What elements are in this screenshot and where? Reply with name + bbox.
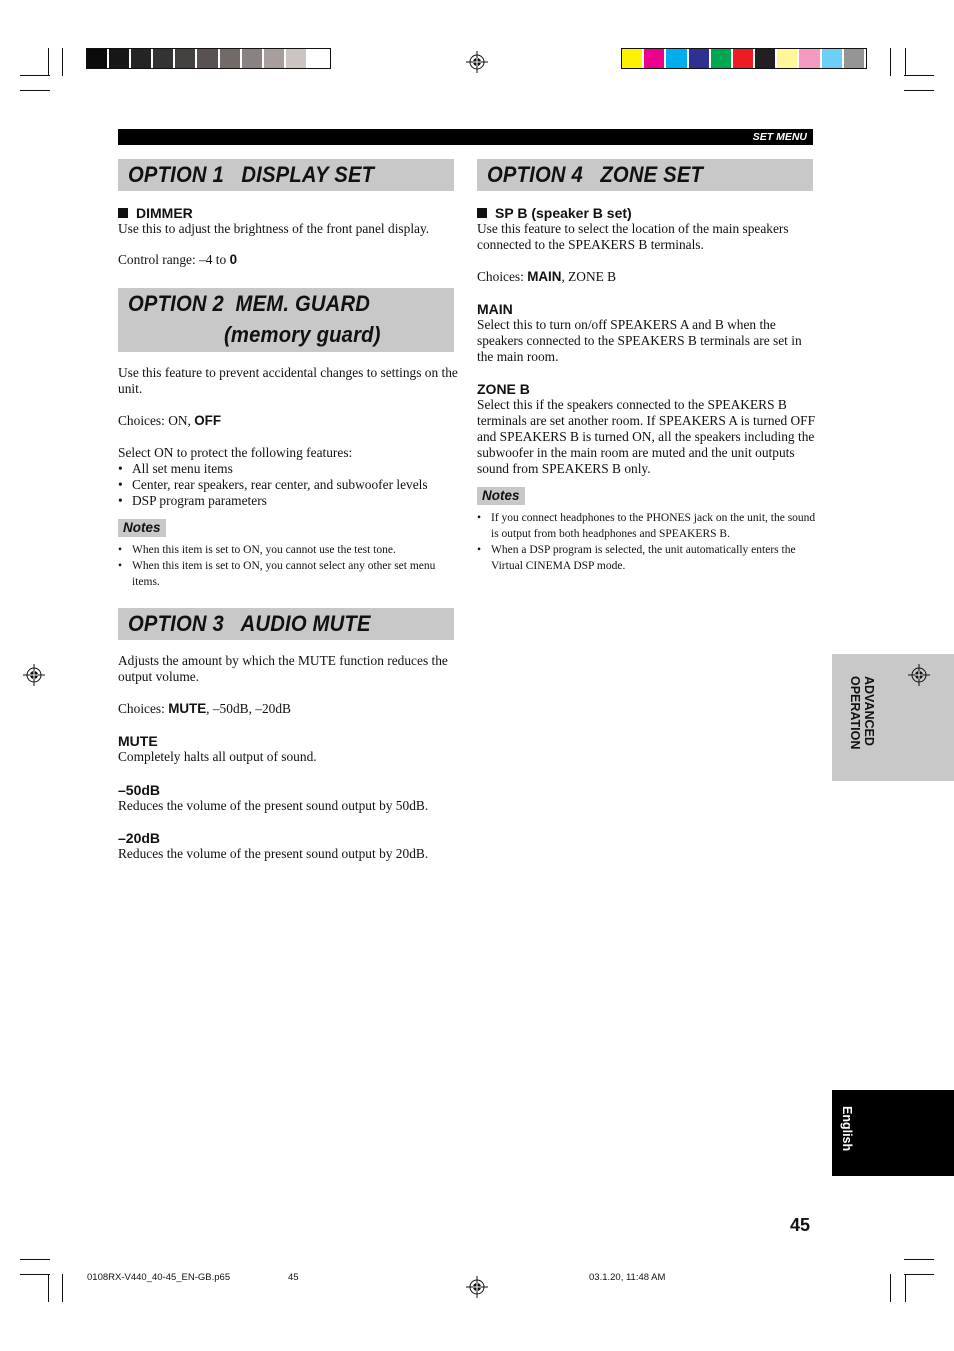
color-swatch bbox=[153, 49, 173, 68]
notes-badge: Notes bbox=[118, 519, 166, 537]
notes-badge: Notes bbox=[477, 487, 525, 505]
color-swatch bbox=[822, 49, 842, 68]
option2-heading bbox=[118, 288, 454, 352]
crop-mark bbox=[890, 1274, 891, 1302]
color-swatch bbox=[286, 49, 306, 68]
minus50db-label: –50dB bbox=[118, 782, 161, 798]
main-text: Select this to turn on/off SPEAKERS A and B when the speakers connected to the SPEAKERS B terminals are set in the main room. bbox=[477, 317, 802, 364]
option4-heading-text: OPTION 4 ZONE SET bbox=[487, 162, 704, 187]
color-swatch bbox=[733, 49, 753, 68]
note-item: • When this item is set to ON, you cannot use the test tone. bbox=[118, 542, 454, 558]
dimmer-range bbox=[118, 252, 458, 268]
choices-prefix: Choices: ON, bbox=[118, 413, 195, 428]
color-swatch bbox=[755, 49, 775, 68]
registration-mark-icon bbox=[466, 51, 488, 73]
crop-mark bbox=[48, 48, 49, 76]
color-swatch bbox=[109, 49, 129, 68]
crop-mark bbox=[20, 75, 50, 76]
color-swatch bbox=[197, 49, 217, 68]
option2-notes-list bbox=[118, 542, 454, 590]
choices-default: MUTE bbox=[168, 701, 207, 716]
spb-description: Use this feature to select the location of the main speakers connected to the SPEAKERS B terminals. bbox=[477, 221, 789, 252]
dimmer-description: Use this to adjust the brightness of the front panel display. bbox=[118, 221, 430, 236]
language-label: English bbox=[840, 1106, 854, 1152]
option4-choices bbox=[477, 269, 817, 285]
range-value: 0 bbox=[229, 252, 238, 267]
crop-mark bbox=[62, 1274, 63, 1302]
color-swatch bbox=[777, 49, 797, 68]
option2-choices bbox=[118, 413, 458, 429]
crop-mark bbox=[904, 1259, 934, 1260]
zoneb-label: ZONE B bbox=[477, 381, 530, 397]
section-label: SET MENU bbox=[752, 131, 807, 143]
color-swatch bbox=[644, 49, 664, 68]
dimmer-subheading bbox=[118, 205, 193, 221]
page-number: 45 bbox=[790, 1215, 811, 1235]
color-swatch bbox=[622, 49, 642, 68]
crop-mark bbox=[20, 1274, 50, 1275]
crop-mark bbox=[905, 1274, 906, 1302]
choices-rest: , –50dB, –20dB bbox=[206, 701, 291, 716]
footer-timestamp: 03.1.20, 11:48 AM bbox=[589, 1272, 666, 1283]
color-swatch bbox=[711, 49, 731, 68]
note-item: • If you connect headphones to the PHONES jack on the unit, the sound is output from both headphones and SPEAKERS B. bbox=[477, 510, 817, 542]
choices-default: MAIN bbox=[527, 269, 562, 284]
color-swatch bbox=[220, 49, 240, 68]
mute-label: MUTE bbox=[118, 733, 158, 749]
color-swatch bbox=[131, 49, 151, 68]
color-swatch bbox=[264, 49, 284, 68]
crop-mark bbox=[905, 48, 906, 76]
protected-features-list bbox=[118, 461, 458, 509]
color-swatch bbox=[308, 49, 328, 68]
minus50db-text: Reduces the volume of the present sound output by 50dB. bbox=[118, 798, 429, 813]
crop-mark bbox=[62, 48, 63, 76]
registration-mark-icon bbox=[908, 664, 930, 686]
advanced-operation-tab bbox=[832, 654, 954, 781]
language-tab bbox=[832, 1090, 954, 1176]
crop-mark bbox=[904, 75, 934, 76]
mute-text: Completely halts all output of sound. bbox=[118, 749, 317, 764]
list-item: • Center, rear speakers, rear center, and subwoofer levels bbox=[118, 477, 458, 493]
color-swatch bbox=[242, 49, 262, 68]
option2-heading-line1: OPTION 2 MEM. GUARD bbox=[128, 291, 371, 316]
option3-choices bbox=[118, 701, 458, 717]
zoneb-text: Select this if the speakers connected to the SPEAKERS B terminals are set another room. If SPEAKERS A is turned OFF and SPEAKERS B is turned ON, all the speakers including the subwoofer in the main room are muted and the unit outputs sound from SPEAKERS B only. bbox=[477, 397, 816, 476]
option3-description: Adjusts the amount by which the MUTE function reduces the output volume. bbox=[118, 653, 448, 684]
color-swatch bbox=[689, 49, 709, 68]
range-prefix: Control range: –4 to bbox=[118, 252, 230, 267]
list-item: • DSP program parameters bbox=[118, 493, 458, 509]
spb-subheading bbox=[477, 205, 632, 221]
square-bullet-icon bbox=[477, 208, 487, 218]
option3-heading-text: OPTION 3 AUDIO MUTE bbox=[128, 611, 371, 636]
crop-mark bbox=[904, 1274, 934, 1275]
footer-filename: 0108RX-V440_40-45_EN-GB.p65 bbox=[87, 1272, 231, 1283]
advanced-operation-label: ADVANCED OPERATION bbox=[848, 676, 876, 750]
list-item: • All set menu items bbox=[118, 461, 458, 477]
crop-mark bbox=[48, 1274, 49, 1302]
crop-mark bbox=[20, 1259, 50, 1260]
section-header-bar bbox=[118, 129, 813, 145]
option1-heading bbox=[118, 159, 454, 191]
square-bullet-icon bbox=[118, 208, 128, 218]
minus20db-label: –20dB bbox=[118, 830, 161, 846]
option2-description: Use this feature to prevent accidental changes to settings on the unit. bbox=[118, 365, 458, 396]
choices-rest: , ZONE B bbox=[561, 269, 617, 284]
process-color-bar bbox=[621, 48, 867, 69]
protect-intro: Select ON to protect the following features: bbox=[118, 445, 353, 460]
color-swatch bbox=[87, 49, 107, 68]
color-swatch bbox=[844, 49, 864, 68]
dimmer-label: DIMMER bbox=[136, 205, 193, 221]
choices-default: OFF bbox=[194, 413, 222, 428]
choices-prefix: Choices: bbox=[118, 701, 169, 716]
grayscale-color-bar bbox=[86, 48, 331, 69]
note-item: • When this item is set to ON, you cannot select any other set menu items. bbox=[118, 558, 454, 590]
option1-heading-text: OPTION 1 DISPLAY SET bbox=[128, 162, 375, 187]
crop-mark bbox=[904, 90, 934, 91]
spb-label: SP B (speaker B set) bbox=[495, 205, 632, 221]
crop-mark bbox=[890, 48, 891, 76]
main-label: MAIN bbox=[477, 301, 513, 317]
option3-heading bbox=[118, 608, 454, 640]
option4-notes-list bbox=[477, 510, 817, 574]
choices-prefix: Choices: bbox=[477, 269, 528, 284]
color-swatch bbox=[666, 49, 686, 68]
option2-heading-line2: (memory guard) bbox=[224, 322, 381, 347]
registration-mark-icon bbox=[466, 1276, 488, 1298]
registration-mark-icon bbox=[23, 664, 45, 686]
option4-heading bbox=[477, 159, 813, 191]
crop-mark bbox=[20, 90, 50, 91]
color-swatch bbox=[175, 49, 195, 68]
minus20db-text: Reduces the volume of the present sound output by 20dB. bbox=[118, 846, 429, 861]
note-item: • When a DSP program is selected, the unit automatically enters the Virtual CINEMA DSP mode. bbox=[477, 542, 817, 574]
footer-page: 45 bbox=[288, 1272, 299, 1283]
color-swatch bbox=[799, 49, 819, 68]
